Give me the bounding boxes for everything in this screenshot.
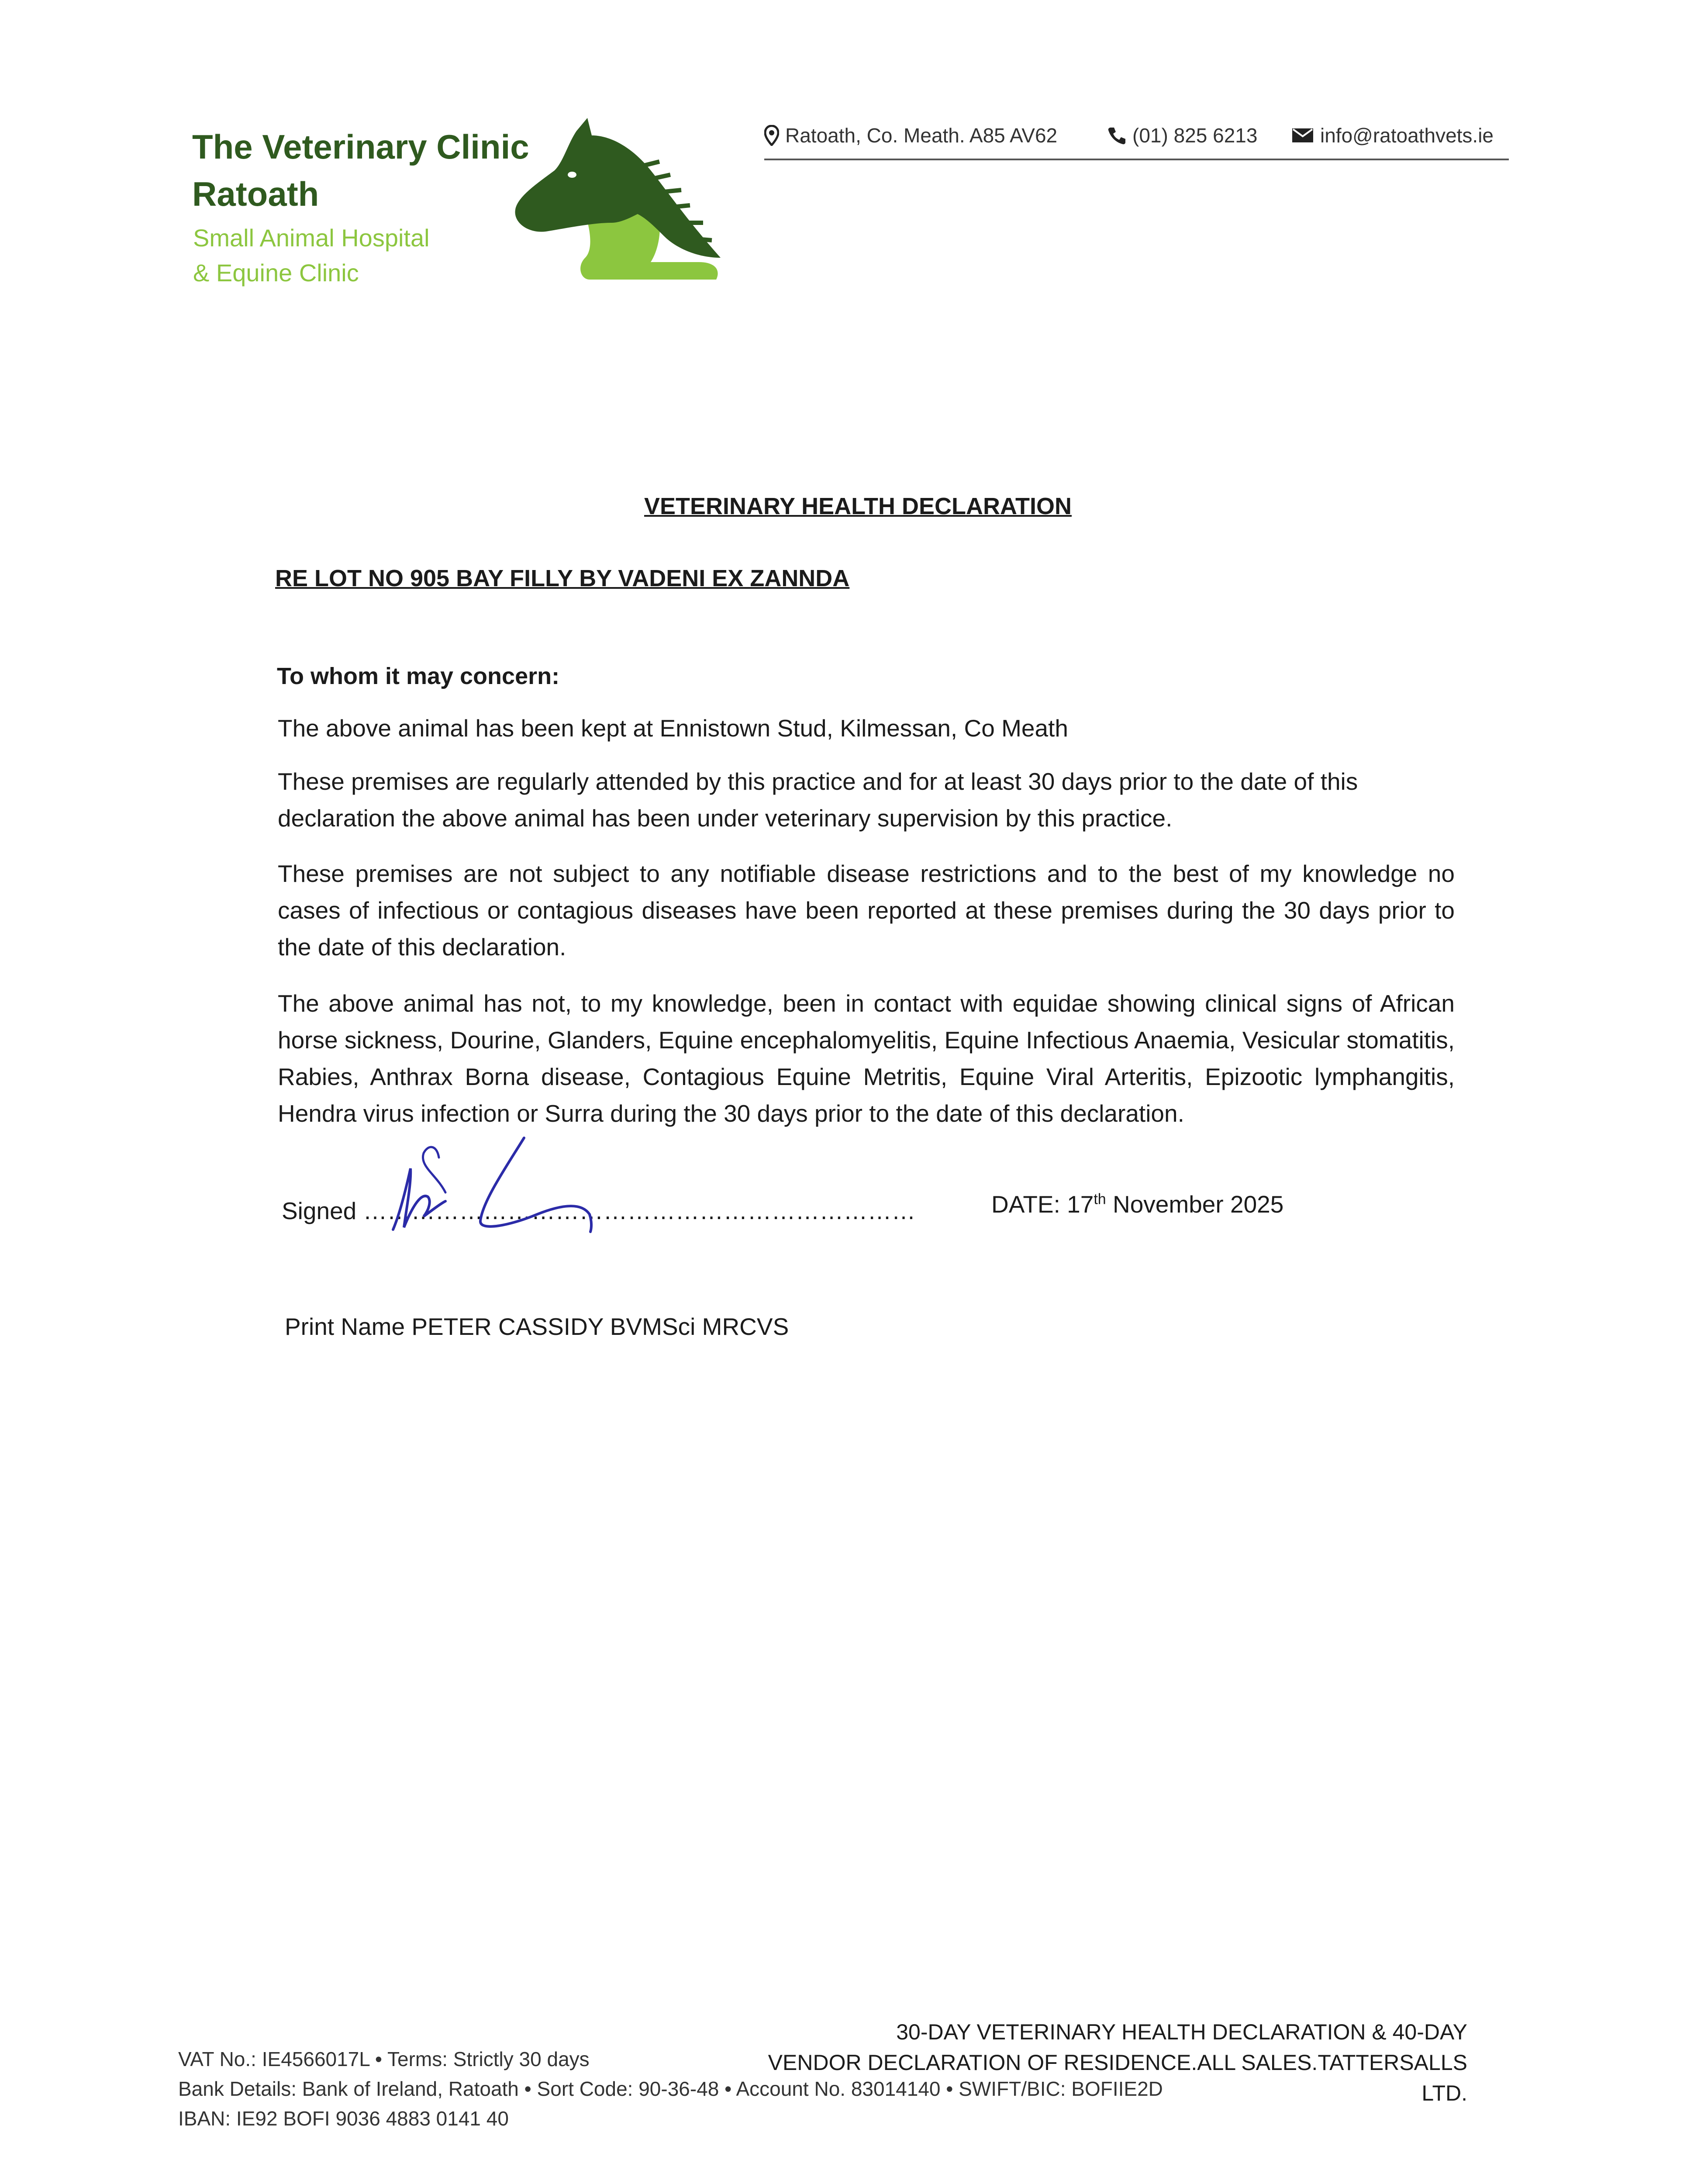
clinic-subtitle-line2: & Equine Clinic [193, 259, 359, 287]
email [1291, 124, 1494, 147]
phone [1107, 124, 1257, 147]
clinic-name [192, 123, 529, 218]
paragraph-restrictions: These premises are not subject to any notifiable disease restrictions and to the best of my knowledge no cases of infectious or contagious diseases have been reported at these premises during the 30 days prior to the date of this declaration. [278, 860, 1455, 961]
declaration-date [991, 1190, 1283, 1218]
clinic-name-line2: Ratoath [192, 175, 319, 213]
lot-reference: RE LOT NO 905 BAY FILLY BY VADENI EX ZANNDA [275, 565, 850, 591]
paragraph-supervision: These premises are regularly attended by this practice and for at least 30 days prior to the date of this declaration the above animal has been under veterinary supervision by this practice. [278, 768, 1358, 832]
horse-cat-logo-icon [511, 118, 729, 284]
print-name: Print Name PETER CASSIDY BVMSci MRCVS [285, 1313, 789, 1340]
document-title: VETERINARY HEALTH DECLARATION [644, 493, 1072, 519]
address [764, 124, 1057, 147]
paragraph-premises: The above animal has been kept at Ennistown Stud, Kilmessan, Co Meath [278, 715, 1068, 742]
footer-iban: IBAN: IE92 BOFI 9036 4883 0141 40 [178, 2107, 509, 2130]
signed-line: Signed …………………………………………………………… [282, 1197, 916, 1224]
date-suffix: th [1094, 1191, 1106, 1208]
footer-stamp-line1: 30-DAY VETERINARY HEALTH DECLARATION & 40-DAY [896, 2020, 1467, 2044]
date-label: DATE: [991, 1191, 1060, 1218]
email-text: info@ratoathvets.ie [1320, 124, 1494, 147]
handwritten-signature [380, 1127, 624, 1236]
location-pin-icon [764, 125, 779, 146]
paragraph-disease-contact: The above animal has not, to my knowledge, been in contact with equidae showing clinical signs of African horse sickness, Dourine, Glanders, Equine encephalomyelitis, Equine Infectious Anaemia, Vesicular stomatitis, Rabies, Anthrax Borna disease, Contagious Equine Metritis, Equine Viral Arteritis, Epizootic lymphangitis, Hendra virus infection or Surra during the 30 days prior to the date of this declaration. [278, 990, 1455, 1127]
clinic-name-line1: The Veterinary Clinic [192, 128, 529, 166]
greeting: To whom it may concern: [277, 663, 560, 689]
clinic-subtitle-line1: Small Animal Hospital [193, 224, 430, 252]
footer-stamp-line2: VENDOR DECLARATION OF RESIDENCE.ALL SALES.TATTERSALLS LTD. [768, 2050, 1467, 2105]
contact-bar [764, 124, 1509, 160]
address-text: Ratoath, Co. Meath. A85 AV62 [785, 124, 1058, 147]
date-month-year: November 2025 [1113, 1191, 1284, 1218]
envelope-icon [1291, 128, 1314, 143]
footer-vat: VAT No.: IE4566017L • Terms: Strictly 30 days [178, 2048, 590, 2070]
footer-declaration-stamp [738, 2017, 1467, 2108]
phone-icon [1107, 126, 1126, 145]
date-day: 17 [1067, 1191, 1094, 1218]
footer-bank: Bank Details: Bank of Ireland, Ratoath • Sort Code: 90-36-48 • Account No. 83014140 • SWIFT/BIC: BOFIIE2D [178, 2077, 1163, 2100]
phone-text: (01) 825 6213 [1132, 124, 1258, 147]
clinic-subtitle [193, 221, 430, 290]
